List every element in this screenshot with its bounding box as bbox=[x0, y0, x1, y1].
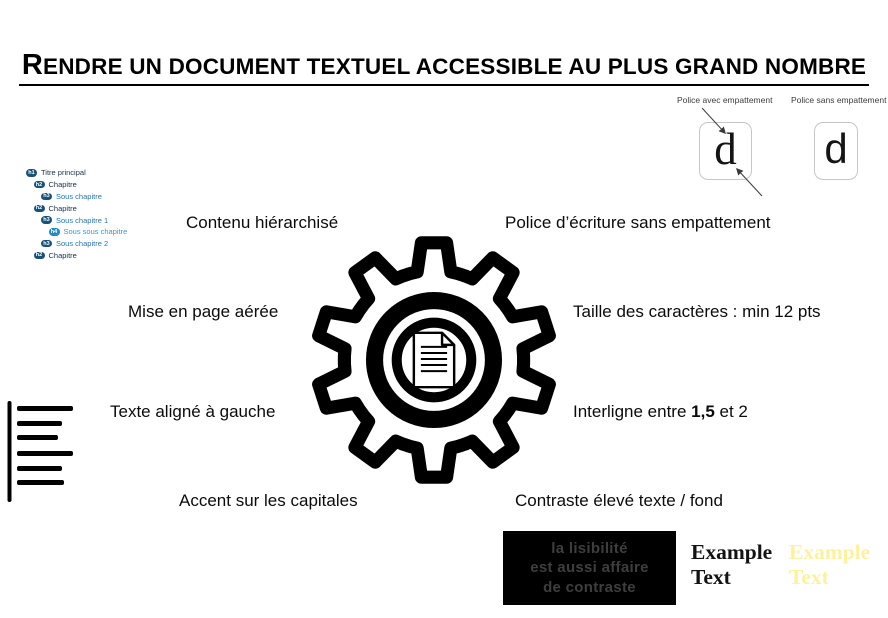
heading-level-badge: h2 bbox=[34, 181, 45, 189]
page-title: RENDRE UN DOCUMENT TEXTUEL ACCESSIBLE AU PLUS GRAND NOMBRE bbox=[19, 49, 869, 86]
heading-label: Sous chapitre 1 bbox=[56, 215, 109, 225]
low-contrast-example-text: Example Text bbox=[789, 540, 871, 589]
principle-layout: Mise en page aérée bbox=[128, 302, 279, 321]
hierarchy-item bbox=[26, 179, 176, 191]
hierarchy-item bbox=[26, 250, 176, 262]
principle-hierarchy: Contenu hiérarchisé bbox=[186, 213, 339, 232]
principle-font: Police d’écriture sans empattement bbox=[505, 213, 771, 232]
heading-label: Chapitre bbox=[48, 250, 77, 260]
hierarchy-item bbox=[26, 238, 176, 250]
principle-capitals: Accent sur les capitales bbox=[179, 491, 358, 510]
title-bar bbox=[0, 49, 888, 86]
align-left-icon bbox=[4, 398, 78, 506]
principle-char-size: Taille des caractères : min 12 pts bbox=[573, 302, 821, 321]
line-spacing-prefix: Interligne entre bbox=[573, 402, 692, 421]
serif-pointer-arrows-icon bbox=[677, 103, 787, 208]
hierarchy-item bbox=[26, 191, 176, 203]
hierarchy-item bbox=[26, 226, 176, 238]
low-contrast-line: est aussi affaire bbox=[530, 559, 649, 577]
hierarchy-item bbox=[26, 167, 176, 179]
principle-contrast: Contraste élevé texte / fond bbox=[515, 491, 723, 510]
heading-level-badge: h3 bbox=[41, 193, 52, 201]
low-contrast-line: la lisibilité bbox=[551, 539, 628, 557]
document-icon bbox=[414, 333, 454, 387]
line-spacing-value: 1,5 bbox=[691, 402, 715, 421]
serif-letter: d bbox=[714, 124, 737, 174]
heading-label: Sous chapitre 2 bbox=[56, 239, 109, 249]
heading-level-badge: h2 bbox=[34, 205, 45, 213]
heading-level-badge: h1 bbox=[26, 169, 37, 177]
heading-level-badge: h2 bbox=[34, 252, 45, 260]
heading-label: Sous chapitre bbox=[56, 191, 102, 201]
gear-document-icon bbox=[303, 229, 565, 491]
low-contrast-line: de contraste bbox=[543, 578, 636, 596]
hierarchy-item bbox=[26, 214, 176, 226]
hierarchy-item bbox=[26, 202, 176, 214]
heading-level-badge: h4 bbox=[49, 228, 60, 236]
gear-icon bbox=[303, 229, 565, 491]
heading-level-badge: h3 bbox=[41, 240, 52, 248]
heading-label: Sous sous chapitre bbox=[63, 227, 128, 237]
heading-label: Titre principal bbox=[41, 168, 86, 178]
principle-line-spacing bbox=[573, 402, 748, 422]
serif-font-label: Police avec empattement bbox=[677, 95, 773, 105]
hierarchy-outline bbox=[26, 167, 176, 261]
heading-level-badge: h3 bbox=[41, 216, 52, 224]
line-spacing-suffix: et 2 bbox=[714, 402, 748, 421]
low-contrast-demo-box bbox=[503, 531, 676, 605]
sans-letter: d bbox=[824, 125, 848, 172]
sans-font-label: Police sans empattement bbox=[791, 95, 887, 105]
sans-letter-box bbox=[814, 122, 858, 180]
heading-label: Chapitre bbox=[48, 180, 77, 190]
heading-label: Chapitre bbox=[48, 203, 77, 213]
high-contrast-example-text: Example Text bbox=[691, 540, 773, 589]
principle-alignment: Texte aligné à gauche bbox=[110, 402, 276, 421]
